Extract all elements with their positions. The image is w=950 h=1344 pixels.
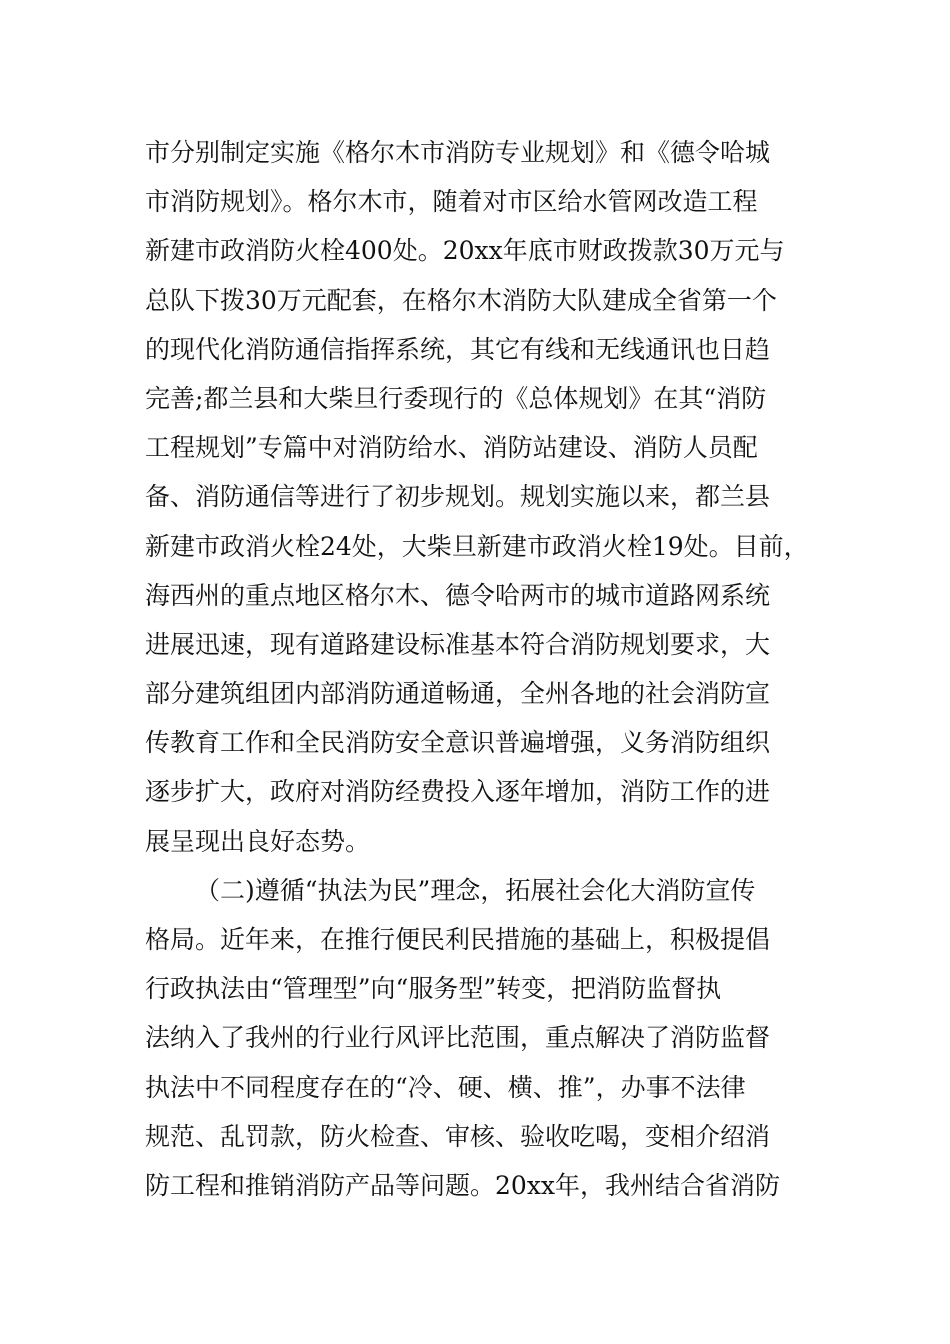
text-line-12: 部分建筑组团内部消防通道畅通，全州各地的社会消防宣 <box>145 679 771 709</box>
text-line-8: 备、消防通信等进行了初步规划。规划实施以来，都兰县 <box>145 482 771 512</box>
text-line-22: 防工程和推销消防产品等问题。20xx年，我州结合省消防 <box>145 1170 781 1200</box>
text-line-13: 传教育工作和全民消防安全意识普遍增强，义务消防组织 <box>145 728 771 758</box>
text-line-4: 总队下拨30万元配套，在格尔木消防大队建成全省第一个 <box>145 285 777 315</box>
text-line-16: （二)遵循“执法为民”理念，拓展社会化大消防宣传 <box>195 875 756 905</box>
text-line-14: 逐步扩大，政府对消防经费投入逐年增加，消防工作的进 <box>145 777 771 807</box>
text-line-2: 市消防规划》。格尔木市，随着对市区给水管网改造工程 <box>145 187 758 217</box>
text-line-20: 执法中不同程度存在的“冷、硬、横、推”，办事不法律 <box>145 1072 746 1102</box>
body-text <box>145 128 810 1210</box>
text-line-11: 进展迅速，现有道路建设标准基本符合消防规划要求，大 <box>145 629 771 659</box>
text-line-19: 法纳入了我州的行业行风评比范围，重点解决了消防监督 <box>145 1023 771 1053</box>
text-line-17: 格局。近年来，在推行便民利民措施的基础上，积极提倡 <box>145 925 771 954</box>
text-line-1: 市分别制定实施《格尔木市消防专业规划》和《德令哈城 <box>145 138 771 167</box>
text-line-15: 展呈现出良好态势。 <box>145 826 371 856</box>
text-line-3: 新建市政消防火栓400处。20xx年底市财政拨款30万元与 <box>145 236 785 266</box>
text-line-7: 工程规划”专篇中对消防给水、消防站建设、消防人员配 <box>145 433 758 463</box>
text-line-10: 海西州的重点地区格尔木、德令哈两市的城市道路网系统 <box>145 580 771 610</box>
text-line-5: 的现代化消防通信指挥系统，其它有线和无线通讯也日趋 <box>145 334 771 364</box>
text-line-21: 规范、乱罚款，防火检查、审核、验收吃喝，变相介绍消 <box>145 1121 771 1151</box>
text-line-18: 行政执法由“管理型”向“服务型”转变，把消防监督执 <box>145 974 722 1004</box>
text-line-6: 完善;都兰县和大柴旦行委现行的《总体规划》在其“消防 <box>145 383 767 413</box>
text-line-9: 新建市政消火栓24处，大柴旦新建市政消火栓19处。目前， <box>145 531 809 561</box>
